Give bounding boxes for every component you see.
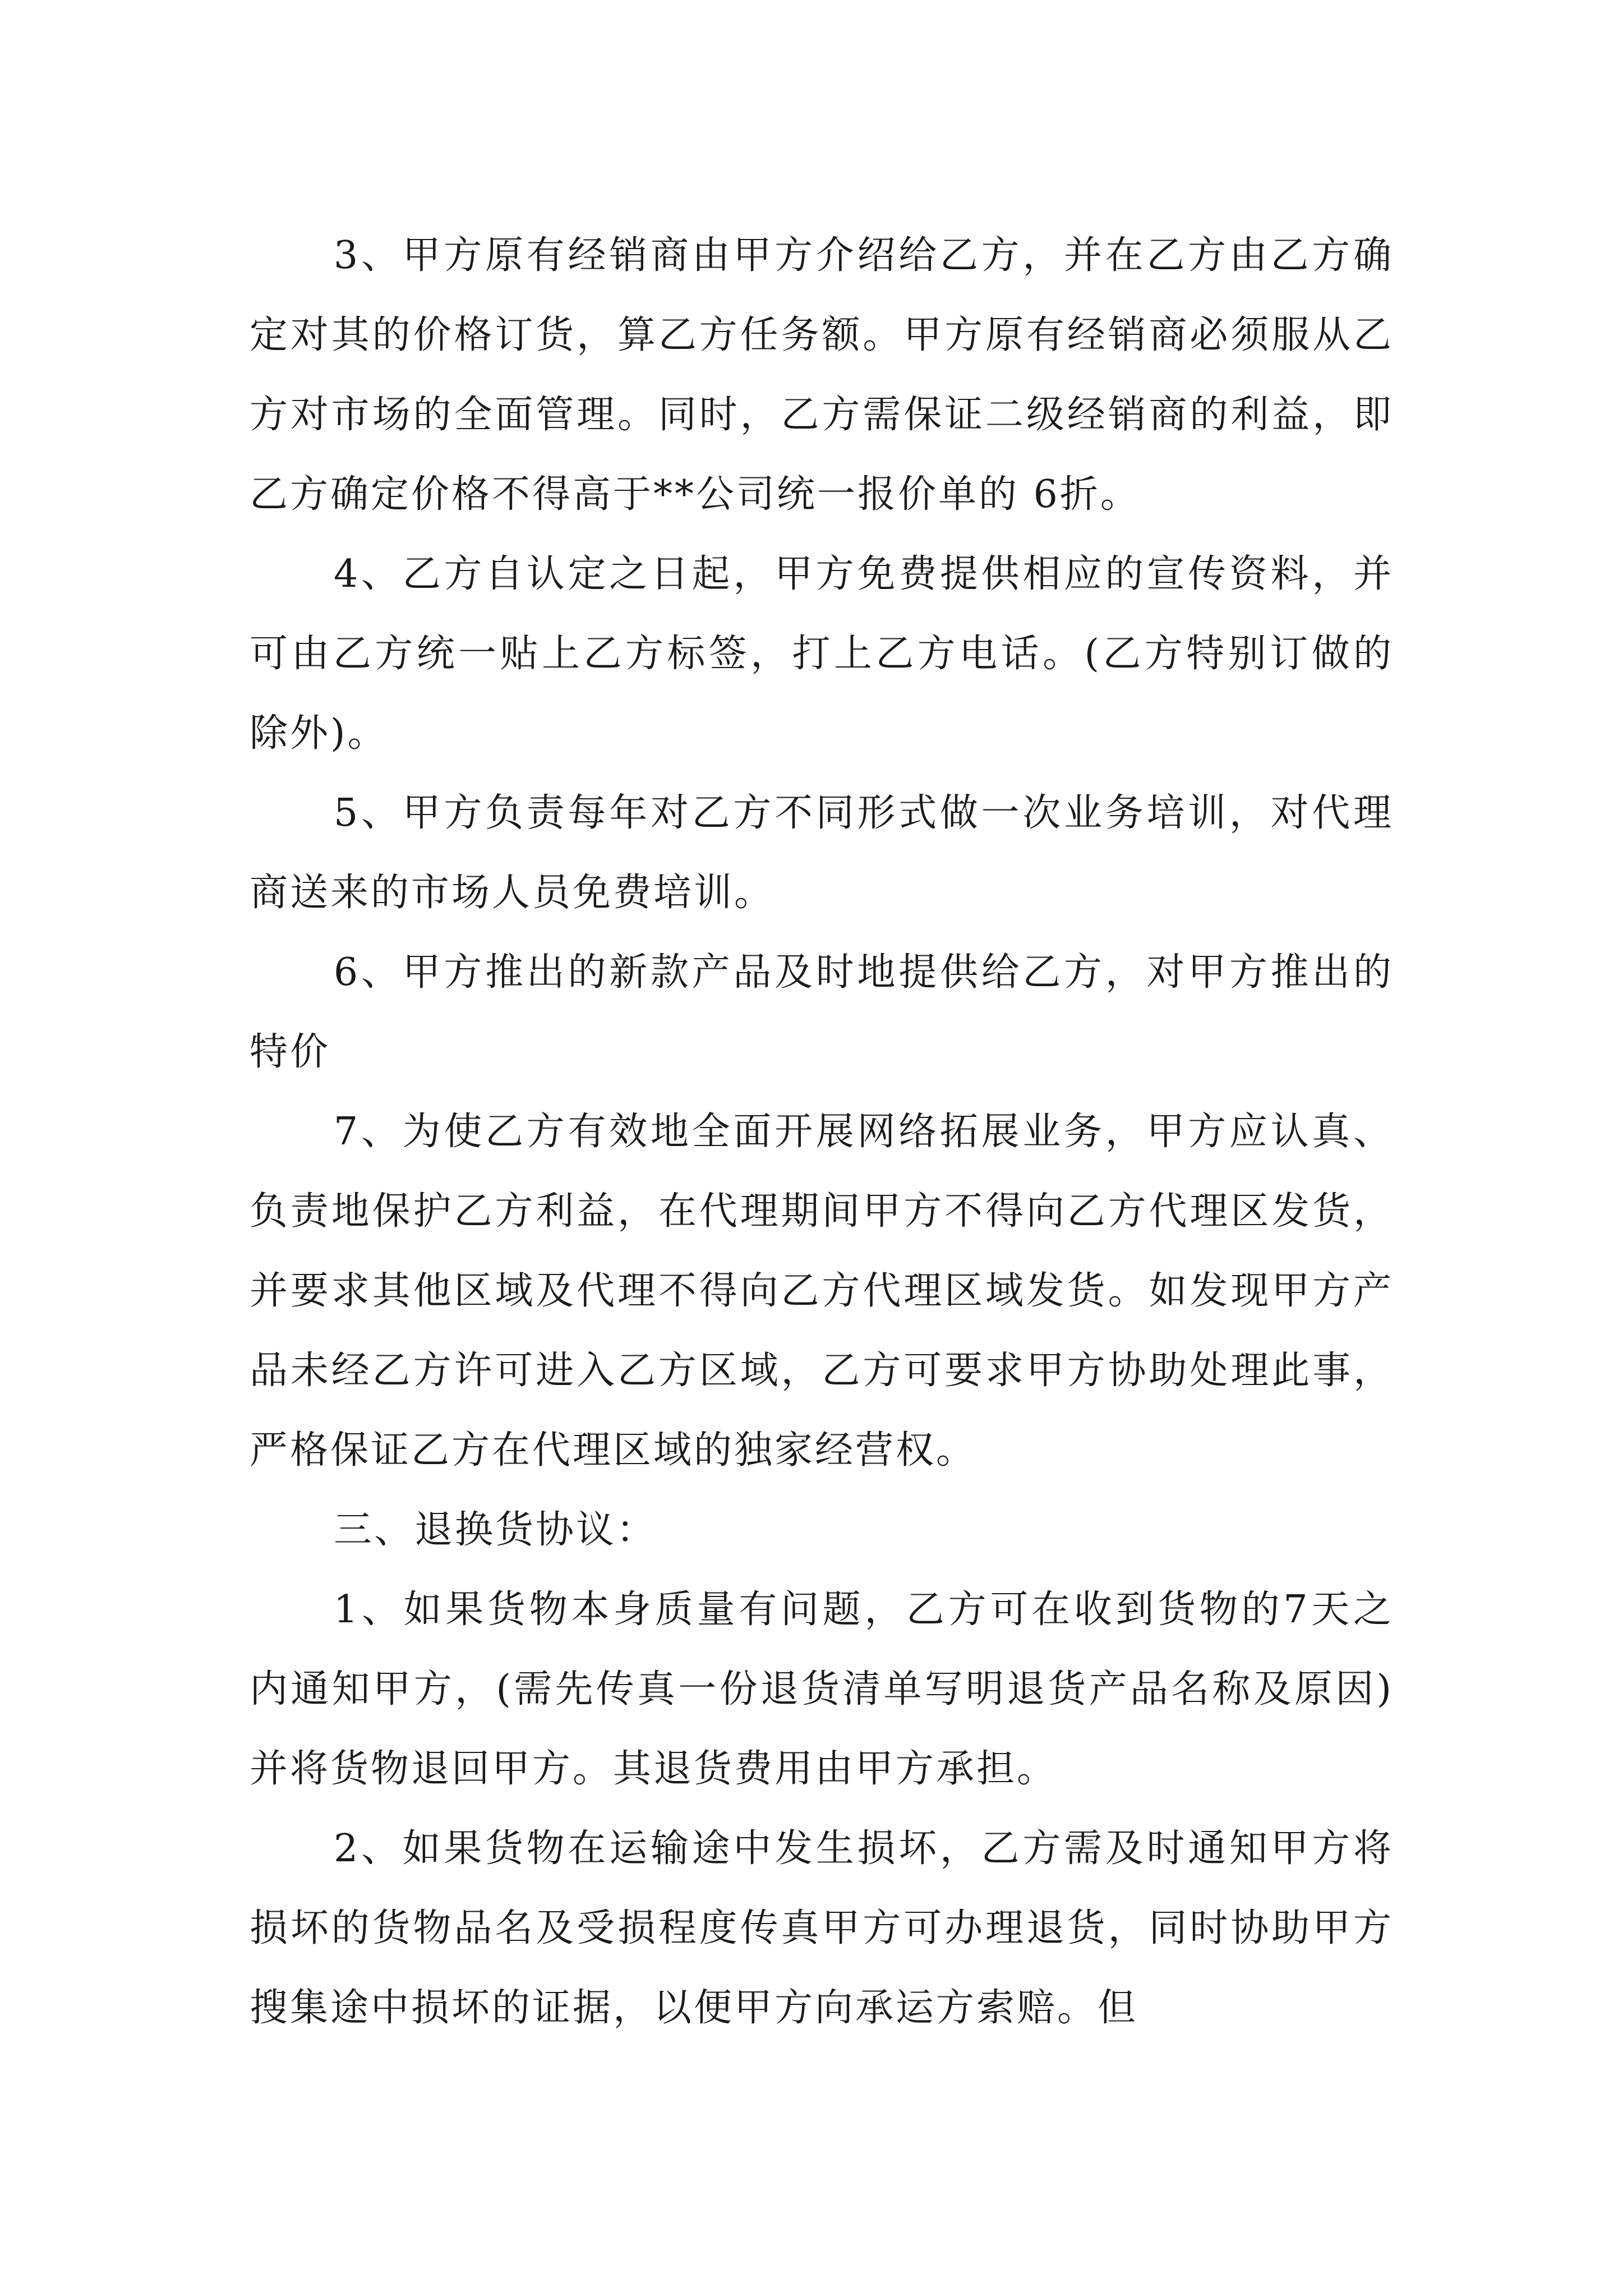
return-clause-1-paragraph: 1、如果货物本身质量有问题，乙方可在收到货物的7天之内通知甲方，(需先传真一份退货清单写明退货产品名称及原因)并将货物退回甲方。其退货费用由甲方承担。 <box>250 1588 1394 1791</box>
section-heading-returns: 三、退换货协议： <box>334 1508 657 1552</box>
clause-4-paragraph: 4、乙方自认定之日起，甲方免费提供相应的宣传资料，并可由乙方统一贴上乙方标签，打上乙方电话。(乙方特别订做的除外)。 <box>250 552 1394 756</box>
clause-6-paragraph: 6、甲方推出的新款产品及时地提供给乙方，对甲方推出的特价 <box>250 950 1394 1074</box>
document-body <box>250 216 1394 2048</box>
clause-3-paragraph: 3、甲方原有经销商由甲方介绍给乙方，并在乙方由乙方确定对其的价格订货，算乙方任务额。甲方原有经销商必须服从乙方对市场的全面管理。同时，乙方需保证二级经销商的利益，即乙方确定价格不得高于**公司统一报价单的 6折。 <box>250 233 1394 517</box>
clause-5-paragraph: 5、甲方负责每年对乙方不同形式做一次业务培训，对代理商送来的市场人员免费培训。 <box>250 791 1394 915</box>
return-clause-2-paragraph: 2、如果货物在运输途中发生损坏，乙方需及时通知甲方将损坏的货物品名及受损程度传真甲方可办理退货，同时协助甲方搜集途中损坏的证据，以便甲方向承运方索赔。但 <box>250 1826 1394 2030</box>
clause-7-paragraph: 7、为使乙方有效地全面开展网络拓展业务，甲方应认真、负责地保护乙方利益，在代理期间甲方不得向乙方代理区发货，并要求其他区域及代理不得向乙方代理区域发货。如发现甲方产品未经乙方许可进入乙方区域，乙方可要求甲方协助处理此事，严格保证乙方在代理区域的独家经营权。 <box>250 1110 1394 1473</box>
